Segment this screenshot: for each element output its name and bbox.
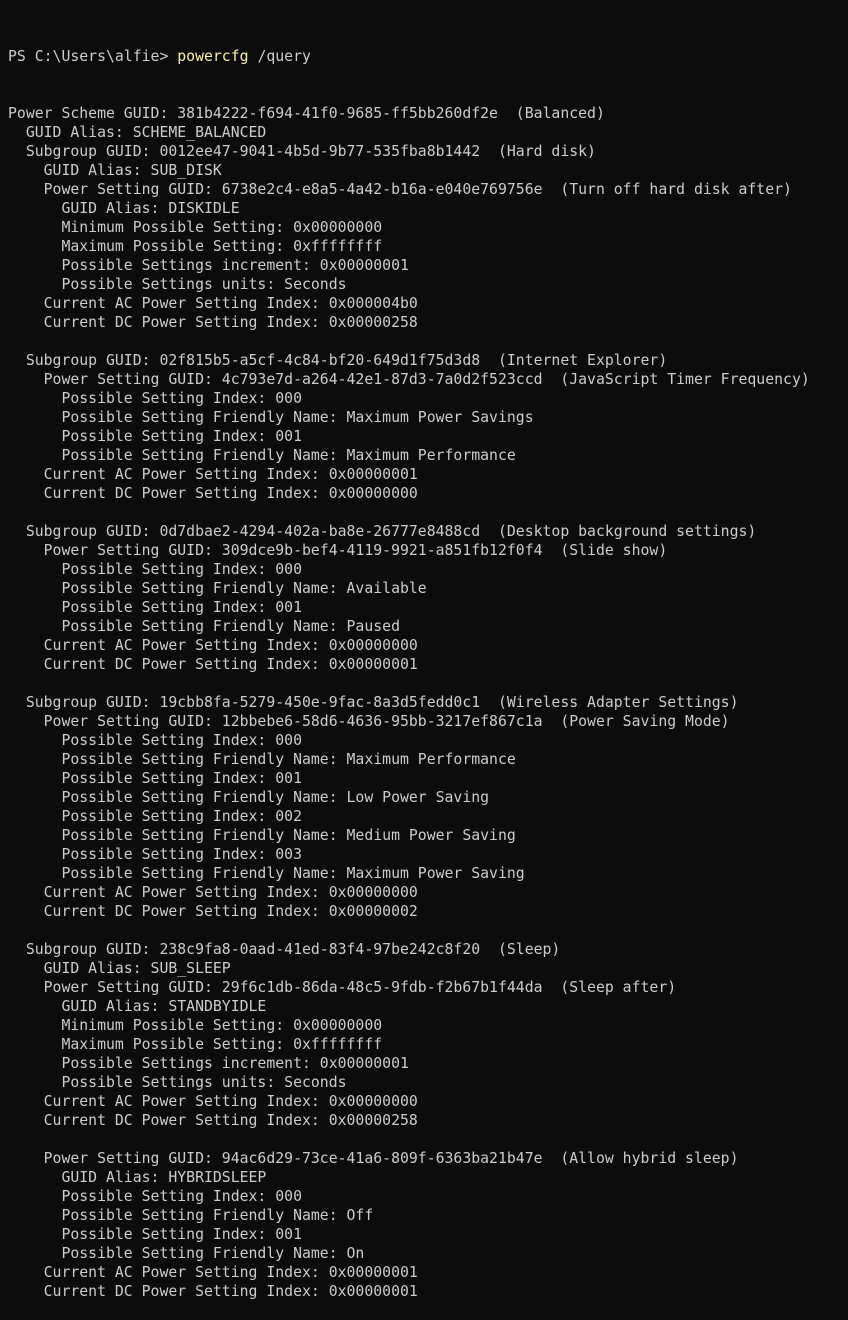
output-line: Possible Setting Index: 002 (8, 808, 302, 825)
output-block (8, 104, 844, 1301)
output-line: Possible Setting Friendly Name: On (8, 1245, 365, 1262)
output-line: Current DC Power Setting Index: 0x00000001 (8, 656, 418, 673)
output-line: Power Setting GUID: 29f6c1db-86da-48c5-9fdb-f2b67b1f44da (Sleep after) (8, 979, 677, 996)
output-line: Current AC Power Setting Index: 0x00000000 (8, 1093, 418, 1110)
output-line: GUID Alias: STANDBYIDLE (8, 998, 267, 1015)
output-line: Maximum Possible Setting: 0xffffffff (8, 238, 383, 255)
terminal-output[interactable] (8, 9, 844, 1320)
output-line: Possible Setting Friendly Name: Off (8, 1207, 374, 1224)
command-args: /query (248, 48, 311, 65)
output-line: Power Setting GUID: 4c793e7d-a264-42e1-87d3-7a0d2f523ccd (JavaScript Timer Frequency) (8, 371, 810, 388)
output-line: Subgroup GUID: 0d7dbae2-4294-402a-ba8e-26777e8488cd (Desktop background settings) (8, 523, 757, 540)
output-line: Current AC Power Setting Index: 0x000004b0 (8, 295, 418, 312)
output-line: Power Setting GUID: 94ac6d29-73ce-41a6-809f-6363ba21b47e (Allow hybrid sleep) (8, 1150, 739, 1167)
output-line: Power Scheme GUID: 381b4222-f694-41f0-9685-ff5bb260df2e (Balanced) (8, 105, 605, 122)
output-line: Possible Settings increment: 0x00000001 (8, 257, 409, 274)
output-line: Subgroup GUID: 0012ee47-9041-4b5d-9b77-535fba8b1442 (Hard disk) (8, 143, 596, 160)
prompt-line (8, 47, 844, 66)
output-line: Possible Setting Index: 000 (8, 390, 302, 407)
output-line: Current AC Power Setting Index: 0x00000000 (8, 884, 418, 901)
output-line: Minimum Possible Setting: 0x00000000 (8, 1017, 383, 1034)
output-line: Possible Setting Index: 000 (8, 732, 302, 749)
output-line: Possible Setting Friendly Name: Available (8, 580, 427, 597)
output-line: Possible Setting Friendly Name: Low Power Saving (8, 789, 490, 806)
output-line: Possible Settings units: Seconds (8, 276, 347, 293)
output-line: Current DC Power Setting Index: 0x00000258 (8, 314, 418, 331)
output-line (8, 1130, 844, 1149)
output-line: Possible Setting Friendly Name: Maximum Performance (8, 751, 516, 768)
output-line: Possible Setting Index: 001 (8, 770, 302, 787)
output-line: Possible Settings units: Seconds (8, 1074, 347, 1091)
output-line: GUID Alias: DISKIDLE (8, 200, 240, 217)
output-line: Current DC Power Setting Index: 0x00000258 (8, 1112, 418, 1129)
output-line: Possible Setting Friendly Name: Medium Power Saving (8, 827, 516, 844)
output-line: GUID Alias: SUB_DISK (8, 162, 222, 179)
output-line: Current AC Power Setting Index: 0x00000000 (8, 637, 418, 654)
output-line: Possible Setting Friendly Name: Maximum Performance (8, 447, 516, 464)
output-line: Possible Setting Friendly Name: Maximum Power Savings (8, 409, 534, 426)
output-line: Subgroup GUID: 238c9fa8-0aad-41ed-83f4-97be242c8f20 (Sleep) (8, 941, 561, 958)
output-line: Possible Setting Index: 000 (8, 1188, 302, 1205)
command-name: powercfg (177, 48, 249, 65)
output-line: Current DC Power Setting Index: 0x00000000 (8, 485, 418, 502)
output-line: Possible Setting Index: 000 (8, 561, 302, 578)
output-line: Subgroup GUID: 19cbb8fa-5279-450e-9fac-8a3d5fedd0c1 (Wireless Adapter Settings) (8, 694, 739, 711)
output-line: GUID Alias: SUB_SLEEP (8, 960, 231, 977)
output-line: Possible Setting Index: 001 (8, 599, 302, 616)
output-line: Subgroup GUID: 02f815b5-a5cf-4c84-bf20-649d1f75d3d8 (Internet Explorer) (8, 352, 668, 369)
output-line (8, 921, 844, 940)
output-line (8, 674, 844, 693)
output-line: Possible Setting Index: 001 (8, 1226, 302, 1243)
output-line: Current DC Power Setting Index: 0x00000001 (8, 1283, 418, 1300)
output-line: Possible Settings increment: 0x00000001 (8, 1055, 409, 1072)
prompt-path: PS C:\Users\alfie> (8, 48, 178, 65)
output-line: Minimum Possible Setting: 0x00000000 (8, 219, 383, 236)
output-line: Possible Setting Index: 003 (8, 846, 302, 863)
output-line: GUID Alias: SCHEME_BALANCED (8, 124, 267, 141)
output-line: GUID Alias: HYBRIDSLEEP (8, 1169, 267, 1186)
output-line: Possible Setting Index: 001 (8, 428, 302, 445)
output-line: Current AC Power Setting Index: 0x00000001 (8, 466, 418, 483)
output-line (8, 503, 844, 522)
output-line: Possible Setting Friendly Name: Paused (8, 618, 400, 635)
output-line: Power Setting GUID: 309dce9b-bef4-4119-9921-a851fb12f0f4 (Slide show) (8, 542, 668, 559)
output-line: Possible Setting Friendly Name: Maximum Power Saving (8, 865, 525, 882)
output-line: Current DC Power Setting Index: 0x00000002 (8, 903, 418, 920)
output-line (8, 332, 844, 351)
output-line: Current AC Power Setting Index: 0x00000001 (8, 1264, 418, 1281)
output-line: Power Setting GUID: 6738e2c4-e8a5-4a42-b16a-e040e769756e (Turn off hard disk after) (8, 181, 792, 198)
output-line: Power Setting GUID: 12bbebe6-58d6-4636-95bb-3217ef867c1a (Power Saving Mode) (8, 713, 730, 730)
output-line: Maximum Possible Setting: 0xffffffff (8, 1036, 383, 1053)
